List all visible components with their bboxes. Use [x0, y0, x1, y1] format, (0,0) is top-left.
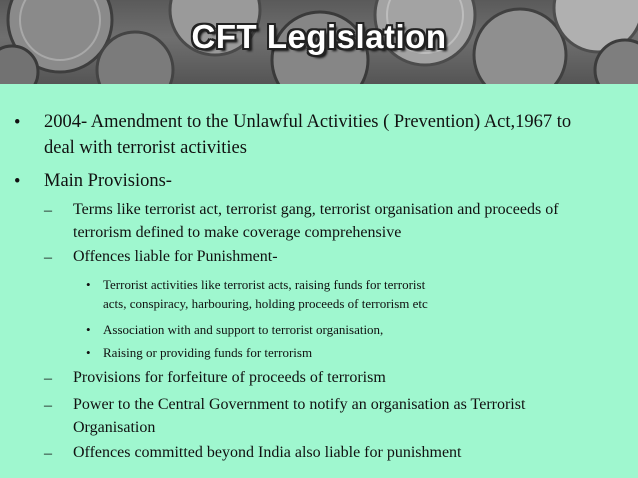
title-banner [0, 0, 638, 84]
dash-marker: – [44, 249, 52, 266]
sub-4-line-1: Power to the Central Government to notify an organisation as Terrorist [73, 396, 526, 413]
subsub-2-text: Association with and support to terrorist organisation, [103, 322, 384, 337]
sub-1-line-2: terrorism defined to make coverage comprehensive [73, 224, 402, 241]
sub-3-text: Provisions for forfeiture of proceeds of terrorism [73, 369, 386, 386]
dash-marker: – [44, 445, 52, 462]
sub-2-text: Offences liable for Punishment- [73, 248, 278, 265]
slide-title: CFT Legislation [191, 18, 447, 55]
sub-4-line-2: Organisation [73, 419, 156, 436]
dash-marker: – [44, 202, 52, 219]
dash-marker: – [44, 397, 52, 414]
sub-1-line-1: Terms like terrorist act, terrorist gang, terrorist organisation and proceeds of [73, 201, 559, 218]
small-bullet-marker: • [86, 277, 91, 292]
bullet-2-text: Main Provisions- [44, 171, 172, 191]
subsub-1-line-2: acts, conspiracy, harbouring, holding proceeds of terrorism etc [103, 296, 428, 311]
bullet-1-line-2: deal with terrorist activities [44, 138, 247, 158]
small-bullet-marker: • [86, 345, 91, 360]
subsub-1-line-1: Terrorist activities like terrorist acts, raising funds for terrorist [103, 277, 426, 292]
bullet-marker: • [14, 113, 21, 133]
bullet-1-line-1: 2004- Amendment to the Unlawful Activities ( Prevention) Act,1967 to [44, 112, 572, 132]
bullet-marker: • [14, 172, 21, 192]
sub-5-text: Offences committed beyond India also liable for punishment [73, 444, 462, 461]
subsub-3-text: Raising or providing funds for terrorism [103, 345, 313, 360]
dash-marker: – [44, 370, 52, 387]
small-bullet-marker: • [86, 322, 91, 337]
